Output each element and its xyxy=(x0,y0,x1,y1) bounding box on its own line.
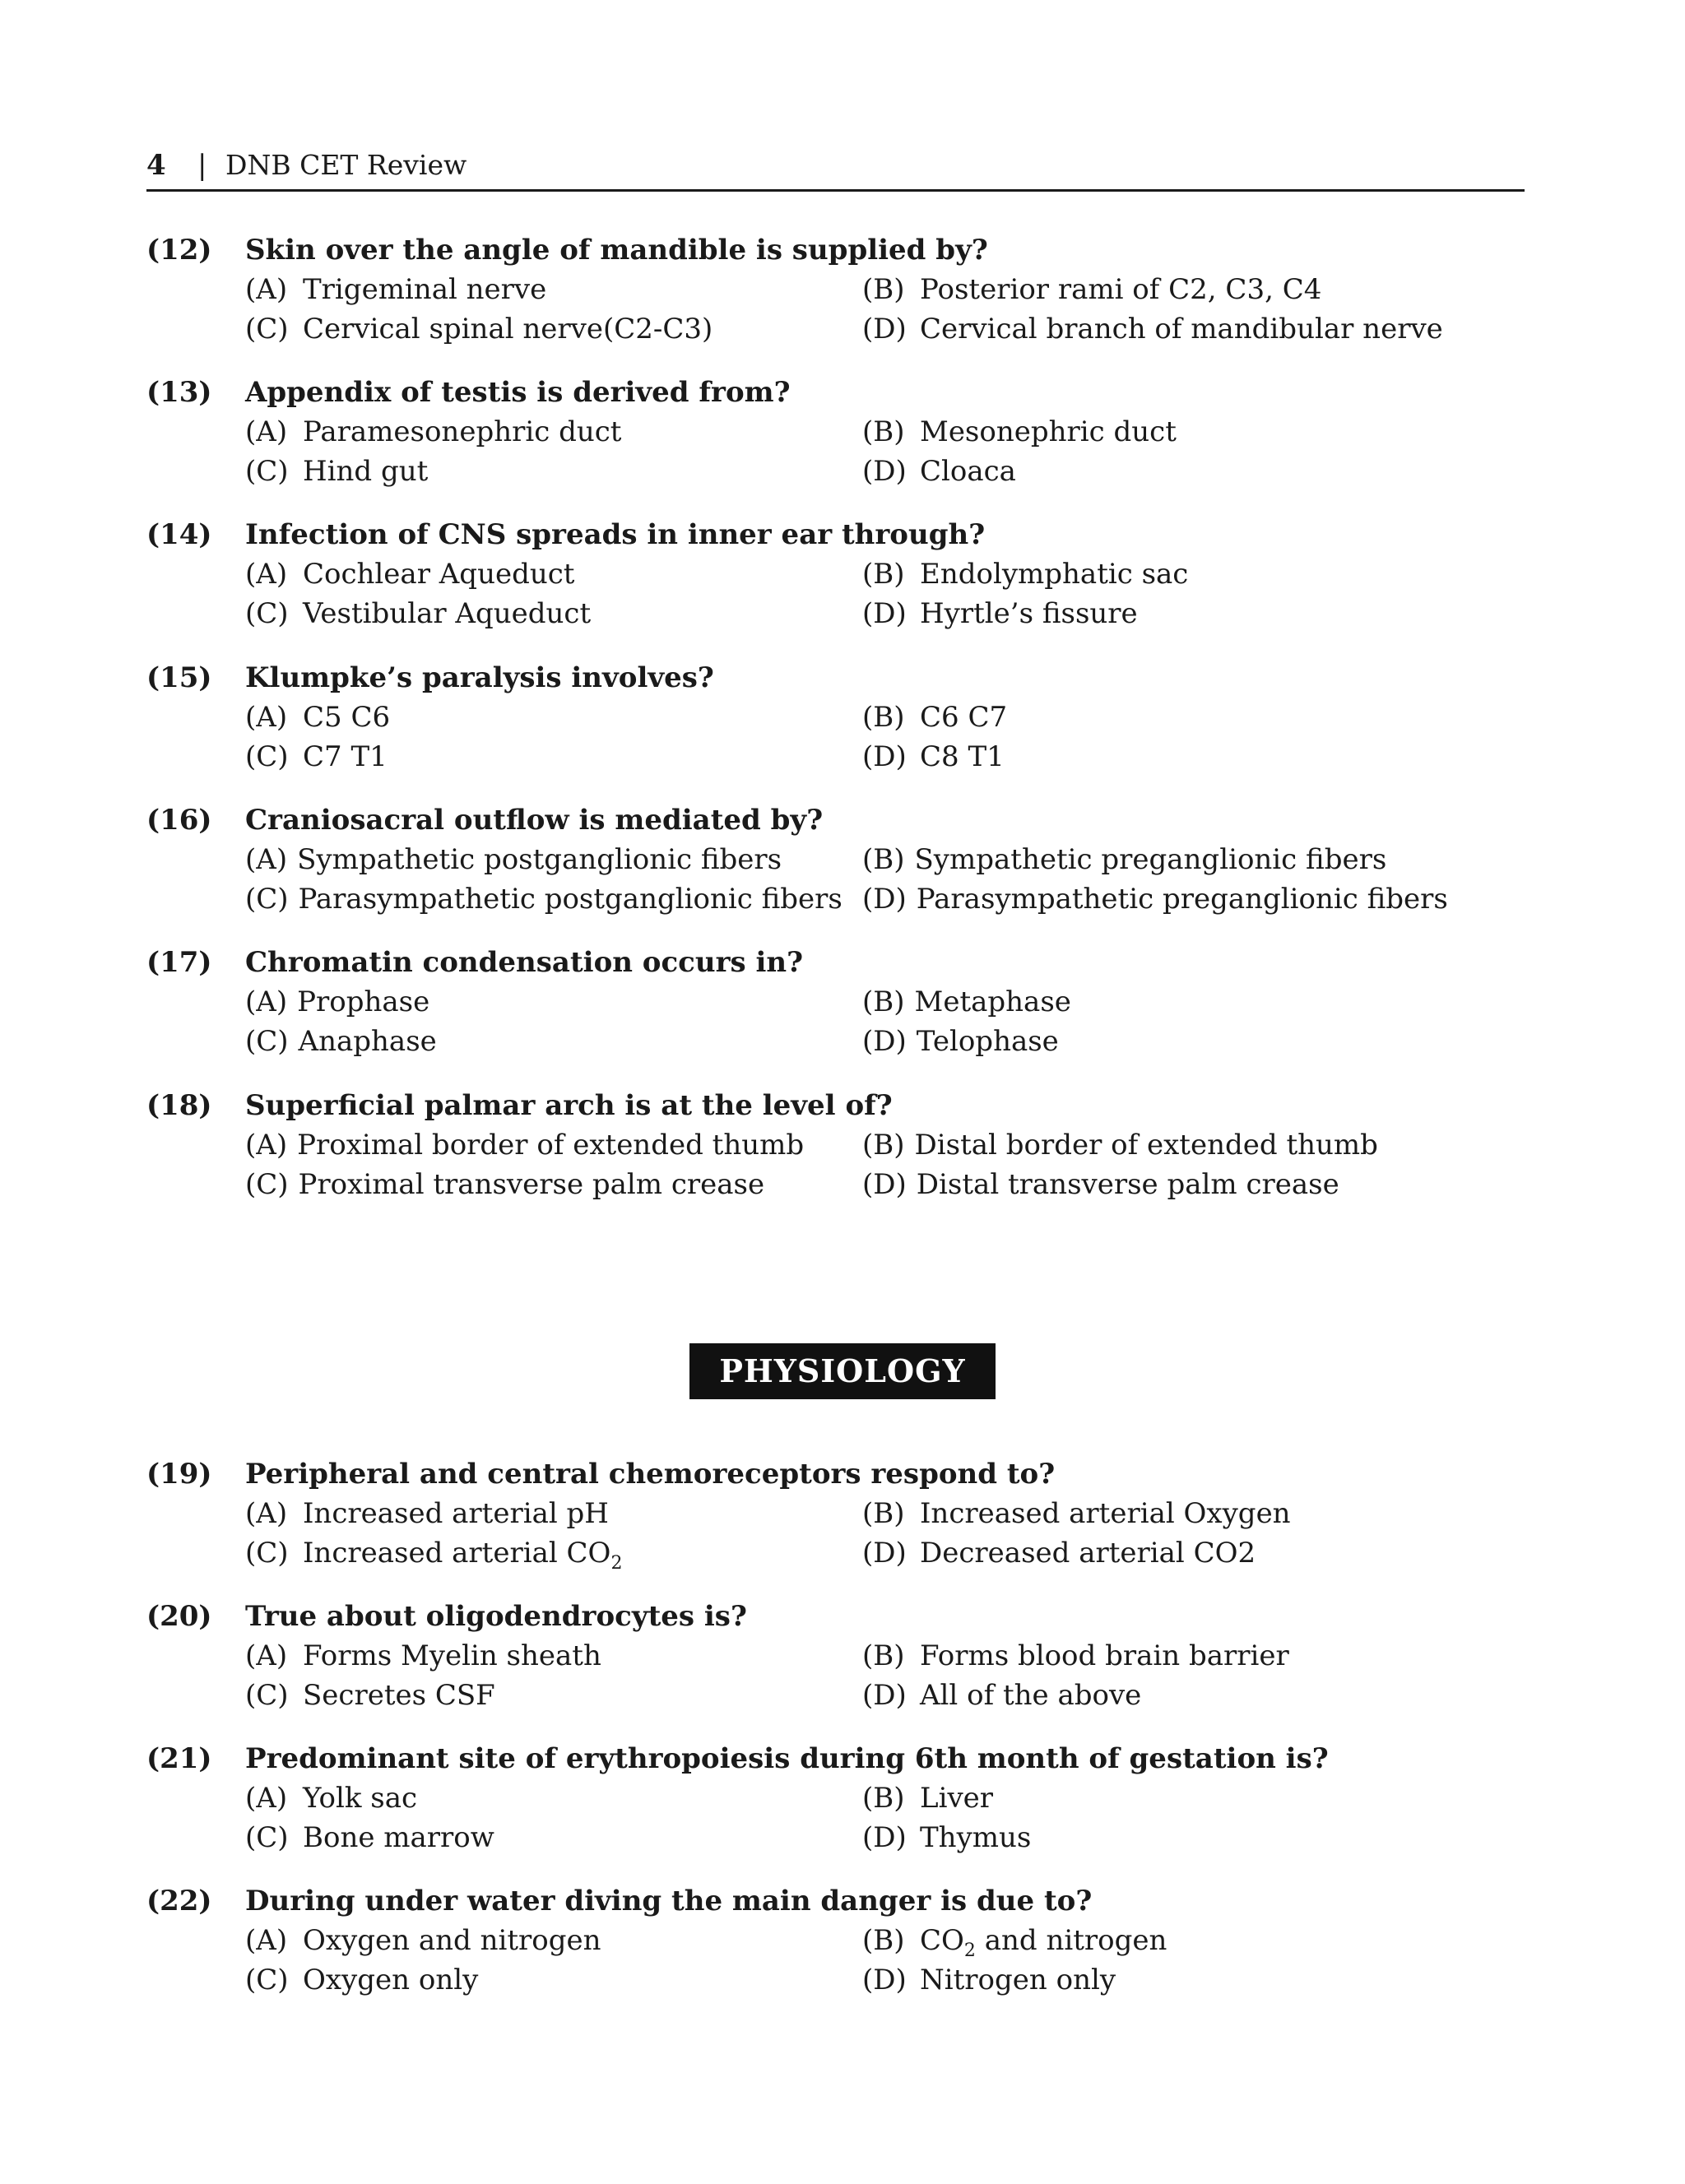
question-14 xyxy=(146,515,1529,638)
option-label: (D) xyxy=(862,1168,907,1201)
option-d xyxy=(862,452,1016,491)
option-label: (B) xyxy=(862,1782,905,1815)
option-label: (B) xyxy=(862,558,905,591)
option-text: CO xyxy=(920,1924,964,1957)
option-text: Cochlear Aqueduct xyxy=(303,558,575,591)
option-text: Mesonephric duct xyxy=(920,415,1177,448)
option-label: (C) xyxy=(245,455,289,488)
question-number: (13) xyxy=(146,376,212,409)
question-number: (17) xyxy=(146,946,212,979)
option-text: Yolk sac xyxy=(303,1782,418,1815)
option-a xyxy=(245,270,546,309)
question-number: (16) xyxy=(146,804,212,837)
option-label: (A) xyxy=(245,273,288,306)
option-label: (D) xyxy=(862,1821,907,1854)
question-17 xyxy=(146,943,1529,1066)
option-label: (B) xyxy=(862,415,905,448)
question-number: (12) xyxy=(146,234,212,267)
question-number: (20) xyxy=(146,1600,212,1633)
option-b xyxy=(862,1778,993,1818)
option-text: Increased arterial Oxygen xyxy=(920,1497,1291,1530)
option-text: Liver xyxy=(920,1782,994,1815)
option-text: Paramesonephric duct xyxy=(303,415,622,448)
option-label: (B) xyxy=(862,1129,905,1162)
option-label: (A) xyxy=(245,1782,288,1815)
option-a xyxy=(245,1125,804,1165)
option-text: Trigeminal nerve xyxy=(303,273,547,306)
option-label: (A) xyxy=(245,701,288,734)
option-a xyxy=(245,982,429,1022)
header-separator: | xyxy=(197,149,207,182)
option-label: (C) xyxy=(245,1025,289,1058)
question-text: True about oligodendrocytes is? xyxy=(245,1600,747,1633)
option-label: (B) xyxy=(862,1924,905,1957)
question-text: Chromatin condensation occurs in? xyxy=(245,946,804,979)
option-b xyxy=(862,698,1007,737)
question-15 xyxy=(146,658,1529,781)
option-text: C7 T1 xyxy=(303,740,388,773)
option-text: Forms blood brain barrier xyxy=(920,1639,1289,1672)
option-label: (C) xyxy=(245,1964,289,1996)
option-text: Bone marrow xyxy=(303,1821,494,1854)
option-c xyxy=(245,1165,764,1204)
option-label: (C) xyxy=(245,1537,289,1570)
option-text-tail: and nitrogen xyxy=(975,1924,1167,1957)
option-label: (D) xyxy=(862,313,907,345)
option-text: Increased arterial pH xyxy=(303,1497,609,1530)
option-label: (B) xyxy=(862,843,905,876)
option-text: Telophase xyxy=(916,1025,1059,1058)
question-text: Peripheral and central chemoreceptors respond to? xyxy=(245,1458,1056,1491)
option-text: Secretes CSF xyxy=(303,1679,495,1712)
option-text: Distal border of extended thumb xyxy=(914,1129,1378,1162)
option-b xyxy=(862,412,1177,452)
question-number: (18) xyxy=(146,1089,212,1122)
option-text: Forms Myelin sheath xyxy=(303,1639,601,1672)
option-text: Oxygen only xyxy=(303,1964,479,1996)
option-a xyxy=(245,1494,609,1533)
option-label: (B) xyxy=(862,273,905,306)
option-label: (C) xyxy=(245,313,289,345)
question-text: During under water diving the main danger is due to? xyxy=(245,1885,1093,1917)
option-a xyxy=(245,1778,417,1818)
option-text: Hyrtle’s fissure xyxy=(920,597,1138,630)
option-label: (D) xyxy=(862,740,907,773)
option-a xyxy=(245,1921,601,1960)
option-a xyxy=(245,554,574,594)
option-label: (A) xyxy=(245,415,288,448)
question-12 xyxy=(146,230,1529,354)
option-text: Sympathetic postganglionic fibers xyxy=(297,843,782,876)
book-title: DNB CET Review xyxy=(225,149,467,181)
option-label: (D) xyxy=(862,597,907,630)
option-c xyxy=(245,737,388,777)
question-text: Infection of CNS spreads in inner ear through? xyxy=(245,518,986,551)
option-label: (B) xyxy=(862,1497,905,1530)
option-c xyxy=(245,1022,437,1061)
question-22 xyxy=(146,1881,1529,2005)
option-b xyxy=(862,554,1188,594)
option-text: Proximal transverse palm crease xyxy=(298,1168,765,1201)
question-13 xyxy=(146,373,1529,496)
subscript: 2 xyxy=(963,1941,976,1961)
option-label: (C) xyxy=(245,1168,289,1201)
question-text: Appendix of testis is derived from? xyxy=(245,376,791,409)
option-text: Cloaca xyxy=(920,455,1016,488)
option-text: C6 C7 xyxy=(920,701,1008,734)
page-header xyxy=(146,146,1525,192)
option-text: Metaphase xyxy=(914,985,1071,1018)
option-label: (D) xyxy=(862,1025,907,1058)
option-label: (B) xyxy=(862,1639,905,1672)
option-d xyxy=(862,1533,1256,1573)
option-text: Distal transverse palm crease xyxy=(916,1168,1339,1201)
option-label: (C) xyxy=(245,740,289,773)
option-text: Sympathetic preganglionic fibers xyxy=(914,843,1387,876)
option-c xyxy=(245,1533,622,1573)
option-label: (A) xyxy=(245,1639,288,1672)
question-text: Skin over the angle of mandible is supplied by? xyxy=(245,234,988,267)
option-b xyxy=(862,1921,1167,1960)
question-16 xyxy=(146,800,1529,924)
option-label: (A) xyxy=(245,558,288,591)
option-text: Vestibular Aqueduct xyxy=(303,597,592,630)
question-19 xyxy=(146,1454,1529,1578)
option-d xyxy=(862,1165,1339,1204)
option-d xyxy=(862,1022,1059,1061)
option-text: Posterior rami of C2, C3, C4 xyxy=(920,273,1322,306)
option-text: Thymus xyxy=(920,1821,1032,1854)
option-a xyxy=(245,1636,601,1676)
option-b xyxy=(862,1636,1289,1676)
option-label: (C) xyxy=(245,1821,289,1854)
option-b xyxy=(862,840,1386,879)
question-number: (14) xyxy=(146,518,212,551)
option-c xyxy=(245,452,428,491)
question-number: (15) xyxy=(146,661,212,694)
option-text: Hind gut xyxy=(303,455,429,488)
option-c xyxy=(245,1818,494,1857)
question-number: (19) xyxy=(146,1458,212,1491)
option-text: Increased arterial CO xyxy=(303,1537,611,1570)
option-text: All of the above xyxy=(920,1679,1142,1712)
option-text: Decreased arterial CO2 xyxy=(920,1537,1256,1570)
option-a xyxy=(245,840,782,879)
option-d xyxy=(862,309,1443,349)
question-21 xyxy=(146,1739,1529,1862)
option-c xyxy=(245,1676,495,1715)
option-text: Cervical branch of mandibular nerve xyxy=(920,313,1443,345)
option-label: (C) xyxy=(245,597,289,630)
option-b xyxy=(862,982,1071,1022)
option-label: (D) xyxy=(862,455,907,488)
option-text: Parasympathetic preganglionic fibers xyxy=(916,883,1448,916)
option-label: (A) xyxy=(245,1924,288,1957)
option-d xyxy=(862,737,1005,777)
option-label: (D) xyxy=(862,1964,907,1996)
option-text: C8 T1 xyxy=(920,740,1005,773)
question-text: Craniosacral outflow is mediated by? xyxy=(245,804,824,837)
option-a xyxy=(245,412,621,452)
option-d xyxy=(862,1960,1116,2000)
question-number: (22) xyxy=(146,1885,212,1917)
section-heading-physiology: PHYSIOLOGY xyxy=(689,1343,996,1399)
option-text: Cervical spinal nerve(C2-C3) xyxy=(303,313,713,345)
option-text: Parasympathetic postganglionic fibers xyxy=(298,883,842,916)
option-c xyxy=(245,309,713,349)
option-b xyxy=(862,270,1321,309)
option-label: (D) xyxy=(862,883,907,916)
option-label: (A) xyxy=(245,1497,288,1530)
option-text: Prophase xyxy=(297,985,430,1018)
question-20 xyxy=(146,1597,1529,1720)
option-text: Endolymphatic sac xyxy=(920,558,1189,591)
subscript: 2 xyxy=(610,1553,623,1574)
question-number: (21) xyxy=(146,1742,212,1775)
question-text: Predominant site of erythropoiesis during 6th month of gestation is? xyxy=(245,1742,1329,1775)
page-number: 4 xyxy=(146,149,166,182)
option-c xyxy=(245,879,842,919)
option-label: (A) xyxy=(245,1129,288,1162)
option-c xyxy=(245,1960,478,2000)
option-d xyxy=(862,879,1448,919)
option-label: (D) xyxy=(862,1537,907,1570)
option-d xyxy=(862,594,1138,633)
option-text: Oxygen and nitrogen xyxy=(303,1924,601,1957)
option-d xyxy=(862,1818,1031,1857)
option-a xyxy=(245,698,390,737)
question-18 xyxy=(146,1086,1529,1209)
option-b xyxy=(862,1494,1291,1533)
option-text: Anaphase xyxy=(298,1025,437,1058)
option-text: Nitrogen only xyxy=(920,1964,1116,1996)
option-text: Proximal border of extended thumb xyxy=(297,1129,805,1162)
option-label: (D) xyxy=(862,1679,907,1712)
question-text: Superficial palmar arch is at the level of? xyxy=(245,1089,893,1122)
option-label: (B) xyxy=(862,985,905,1018)
option-label: (C) xyxy=(245,883,289,916)
option-label: (C) xyxy=(245,1679,289,1712)
option-label: (B) xyxy=(862,701,905,734)
option-c xyxy=(245,594,591,633)
question-text: Klumpke’s paralysis involves? xyxy=(245,661,714,694)
option-d xyxy=(862,1676,1141,1715)
option-label: (A) xyxy=(245,843,288,876)
option-b xyxy=(862,1125,1378,1165)
option-text: C5 C6 xyxy=(303,701,391,734)
option-label: (A) xyxy=(245,985,288,1018)
